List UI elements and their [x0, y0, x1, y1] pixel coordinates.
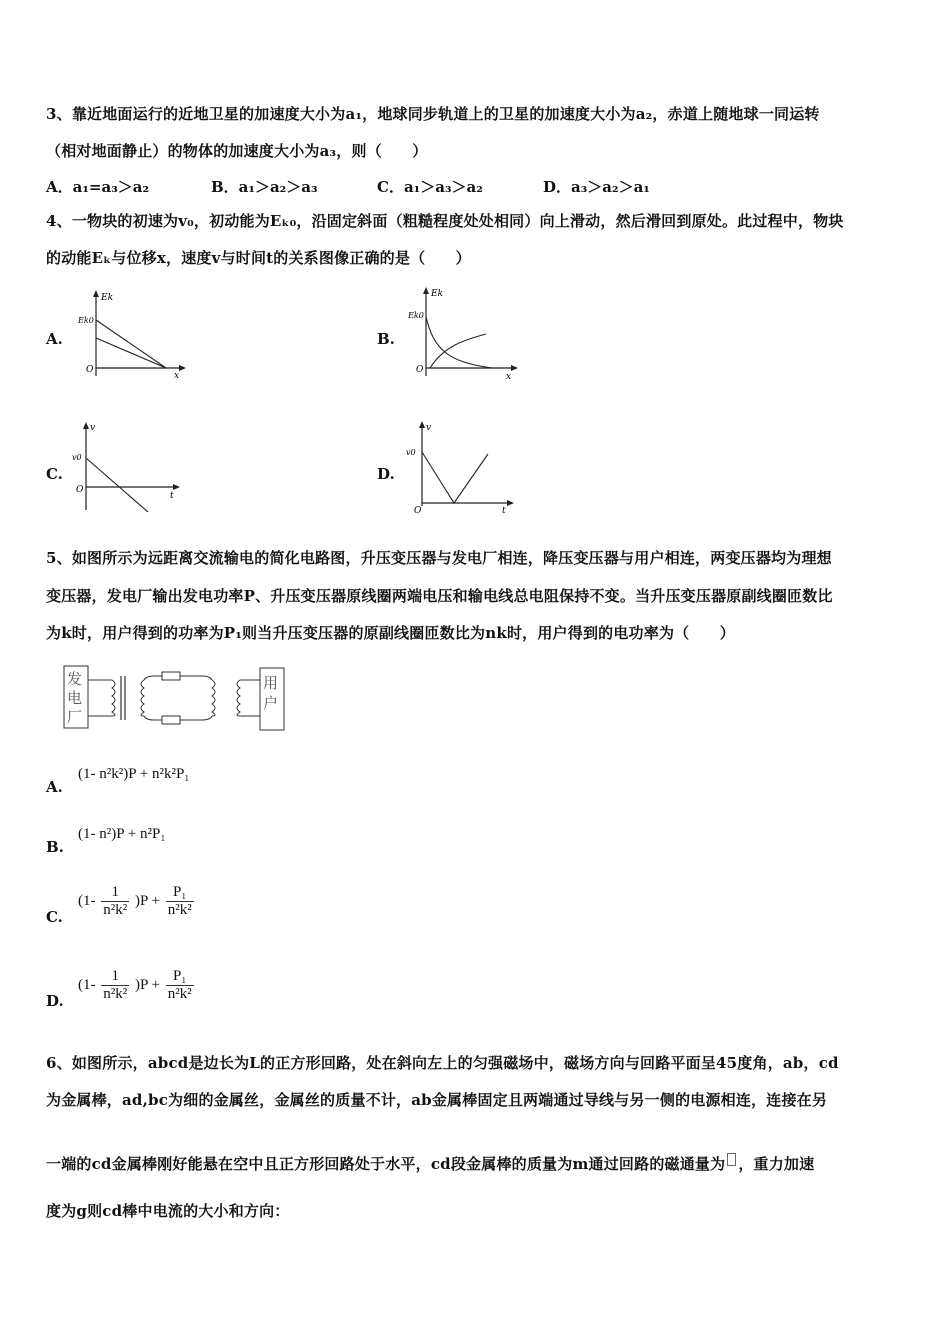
axis-v-label: v — [90, 423, 96, 433]
q6-line3-text: 一端的cd金属棒刚好能悬在空中且正方形回路处于水平，cd段金属棒的质量为m通过回路的磁通量为 — [46, 1155, 726, 1173]
q6-line3 — [46, 1153, 814, 1174]
q4-graph-b — [408, 284, 520, 380]
formula-d-head: (1- — [78, 976, 100, 993]
ek0-label: Ek0 — [408, 311, 424, 320]
formula-c-tail: )P + — [135, 892, 164, 909]
plant-char-3: 厂 — [67, 708, 83, 726]
plant-char-1: 发 — [67, 670, 83, 688]
axis-ek-label: Ek — [431, 289, 444, 299]
q4-graph-c — [72, 420, 184, 512]
q6-line1: 6、如图所示，abcd是边长为L的正方形回路，处在斜向左上的匀强磁场中，磁场方向与回路平面呈45度角，ab，cd — [46, 1054, 839, 1072]
formula-d-tail: )P + — [135, 976, 164, 993]
q6-line2: 为金属棒，ad,bc为细的金属丝，金属丝的质量不计，ab金属棒固定且两端通过导线与另一侧的电源相连，连接在另 — [46, 1091, 828, 1109]
q3-option-d: D．a₃＞a₂＞a₁ — [543, 178, 650, 196]
axis-x-label: x — [506, 372, 512, 380]
frac-den: n²k² — [167, 986, 192, 1002]
q5-line1: 5、如图所示为远距离交流输电的简化电路图，升压变压器与发电厂相连，降压变压器与用户相连，两变压器均为理想 — [46, 549, 832, 567]
frac-den: n²k² — [167, 902, 192, 918]
fraction-p1-over-n2k2 — [166, 884, 194, 919]
q5-formula-c — [78, 884, 196, 919]
q5-line2: 变压器，发电厂输出发电功率P、升压变压器原线圈两端电压和输电线总电阻保持不变。当升压变压器原副线圈匝数比 — [46, 587, 833, 605]
axis-x-label: x — [174, 371, 180, 380]
q4-graph-d — [406, 418, 518, 514]
frac-num: 1 — [101, 968, 129, 986]
fraction-1-over-n2k2 — [101, 884, 129, 919]
q4-label-d: D. — [377, 465, 395, 483]
q5-label-b: B. — [46, 838, 64, 856]
fraction-1-over-n2k2 — [101, 968, 129, 1003]
q5-label-c: C. — [46, 908, 63, 926]
q5-label-a: A. — [46, 778, 63, 796]
axis-t-label: t — [170, 491, 174, 501]
q6-line3-tail: ，重力加速 — [738, 1155, 815, 1173]
q5-formula-b: (1- n²)P + n²P₁ — [78, 826, 166, 842]
q3-option-c: C．a₁＞a₃＞a₂ — [377, 178, 483, 196]
q4-label-b: B. — [377, 330, 395, 348]
user-char-2: 户 — [263, 694, 279, 712]
axis-t-label: t — [502, 506, 506, 514]
v0-label: v0 — [406, 448, 416, 457]
q3-line1: 3、靠近地面运行的近地卫星的加速度大小为a₁，地球同步轨道上的卫星的加速度大小为a₂，赤道上随地球一同运转 — [46, 105, 820, 123]
q5-line3: 为k时，用户得到的功率为P₁则当升压变压器的原副线圈匝数比为nk时，用户得到的电功率为（ ） — [46, 624, 735, 642]
frac-num: P₁ — [166, 968, 194, 986]
origin-label: O — [414, 506, 422, 514]
q6-line4: 度为g则cd棒中电流的大小和方向： — [46, 1202, 290, 1220]
axis-ek-label: Ek — [101, 293, 114, 303]
frac-den: n²k² — [103, 902, 128, 918]
user-char-1: 用 — [263, 674, 279, 692]
v0-label: v0 — [72, 453, 82, 462]
formula-c-head: (1- — [78, 892, 100, 909]
q4-label-c: C. — [46, 465, 63, 483]
q5-label-d: D. — [46, 992, 64, 1010]
frac-den: n²k² — [103, 986, 128, 1002]
plant-char-2: 电 — [67, 689, 83, 707]
axis-v-label: v — [426, 423, 432, 433]
fraction-p1-over-n2k2 — [166, 968, 194, 1003]
q3-option-b: B．a₁＞a₂＞a₃ — [211, 178, 318, 196]
frac-num: P₁ — [166, 884, 194, 902]
q3-option-a: A．a₁=a₃＞a₂ — [46, 178, 150, 196]
q4-line2: 的动能Eₖ与位移x，速度v与时间t的关系图像正确的是（ ） — [46, 249, 471, 267]
q5-formula-a: (1- n²k²)P + n²k²P₁ — [78, 766, 190, 782]
q4-graph-a — [78, 288, 188, 380]
origin-label: O — [416, 365, 424, 375]
q5-formula-d — [78, 968, 196, 1003]
q3-line2: （相对地面静止）的物体的加速度大小为a₃，则（ ） — [46, 142, 428, 160]
origin-label: O — [86, 365, 94, 375]
q4-line1: 4、一物块的初速为v₀，初动能为Eₖ₀，沿固定斜面（粗糙程度处处相同）向上滑动，然后滑回到原处。此过程中，物块 — [46, 212, 844, 230]
q4-label-a: A. — [46, 330, 63, 348]
missing-glyph-box — [727, 1153, 736, 1166]
frac-num: 1 — [101, 884, 129, 902]
ek0-label: Ek0 — [78, 316, 94, 325]
q5-circuit-diagram — [62, 664, 292, 732]
origin-label: O — [76, 485, 84, 495]
